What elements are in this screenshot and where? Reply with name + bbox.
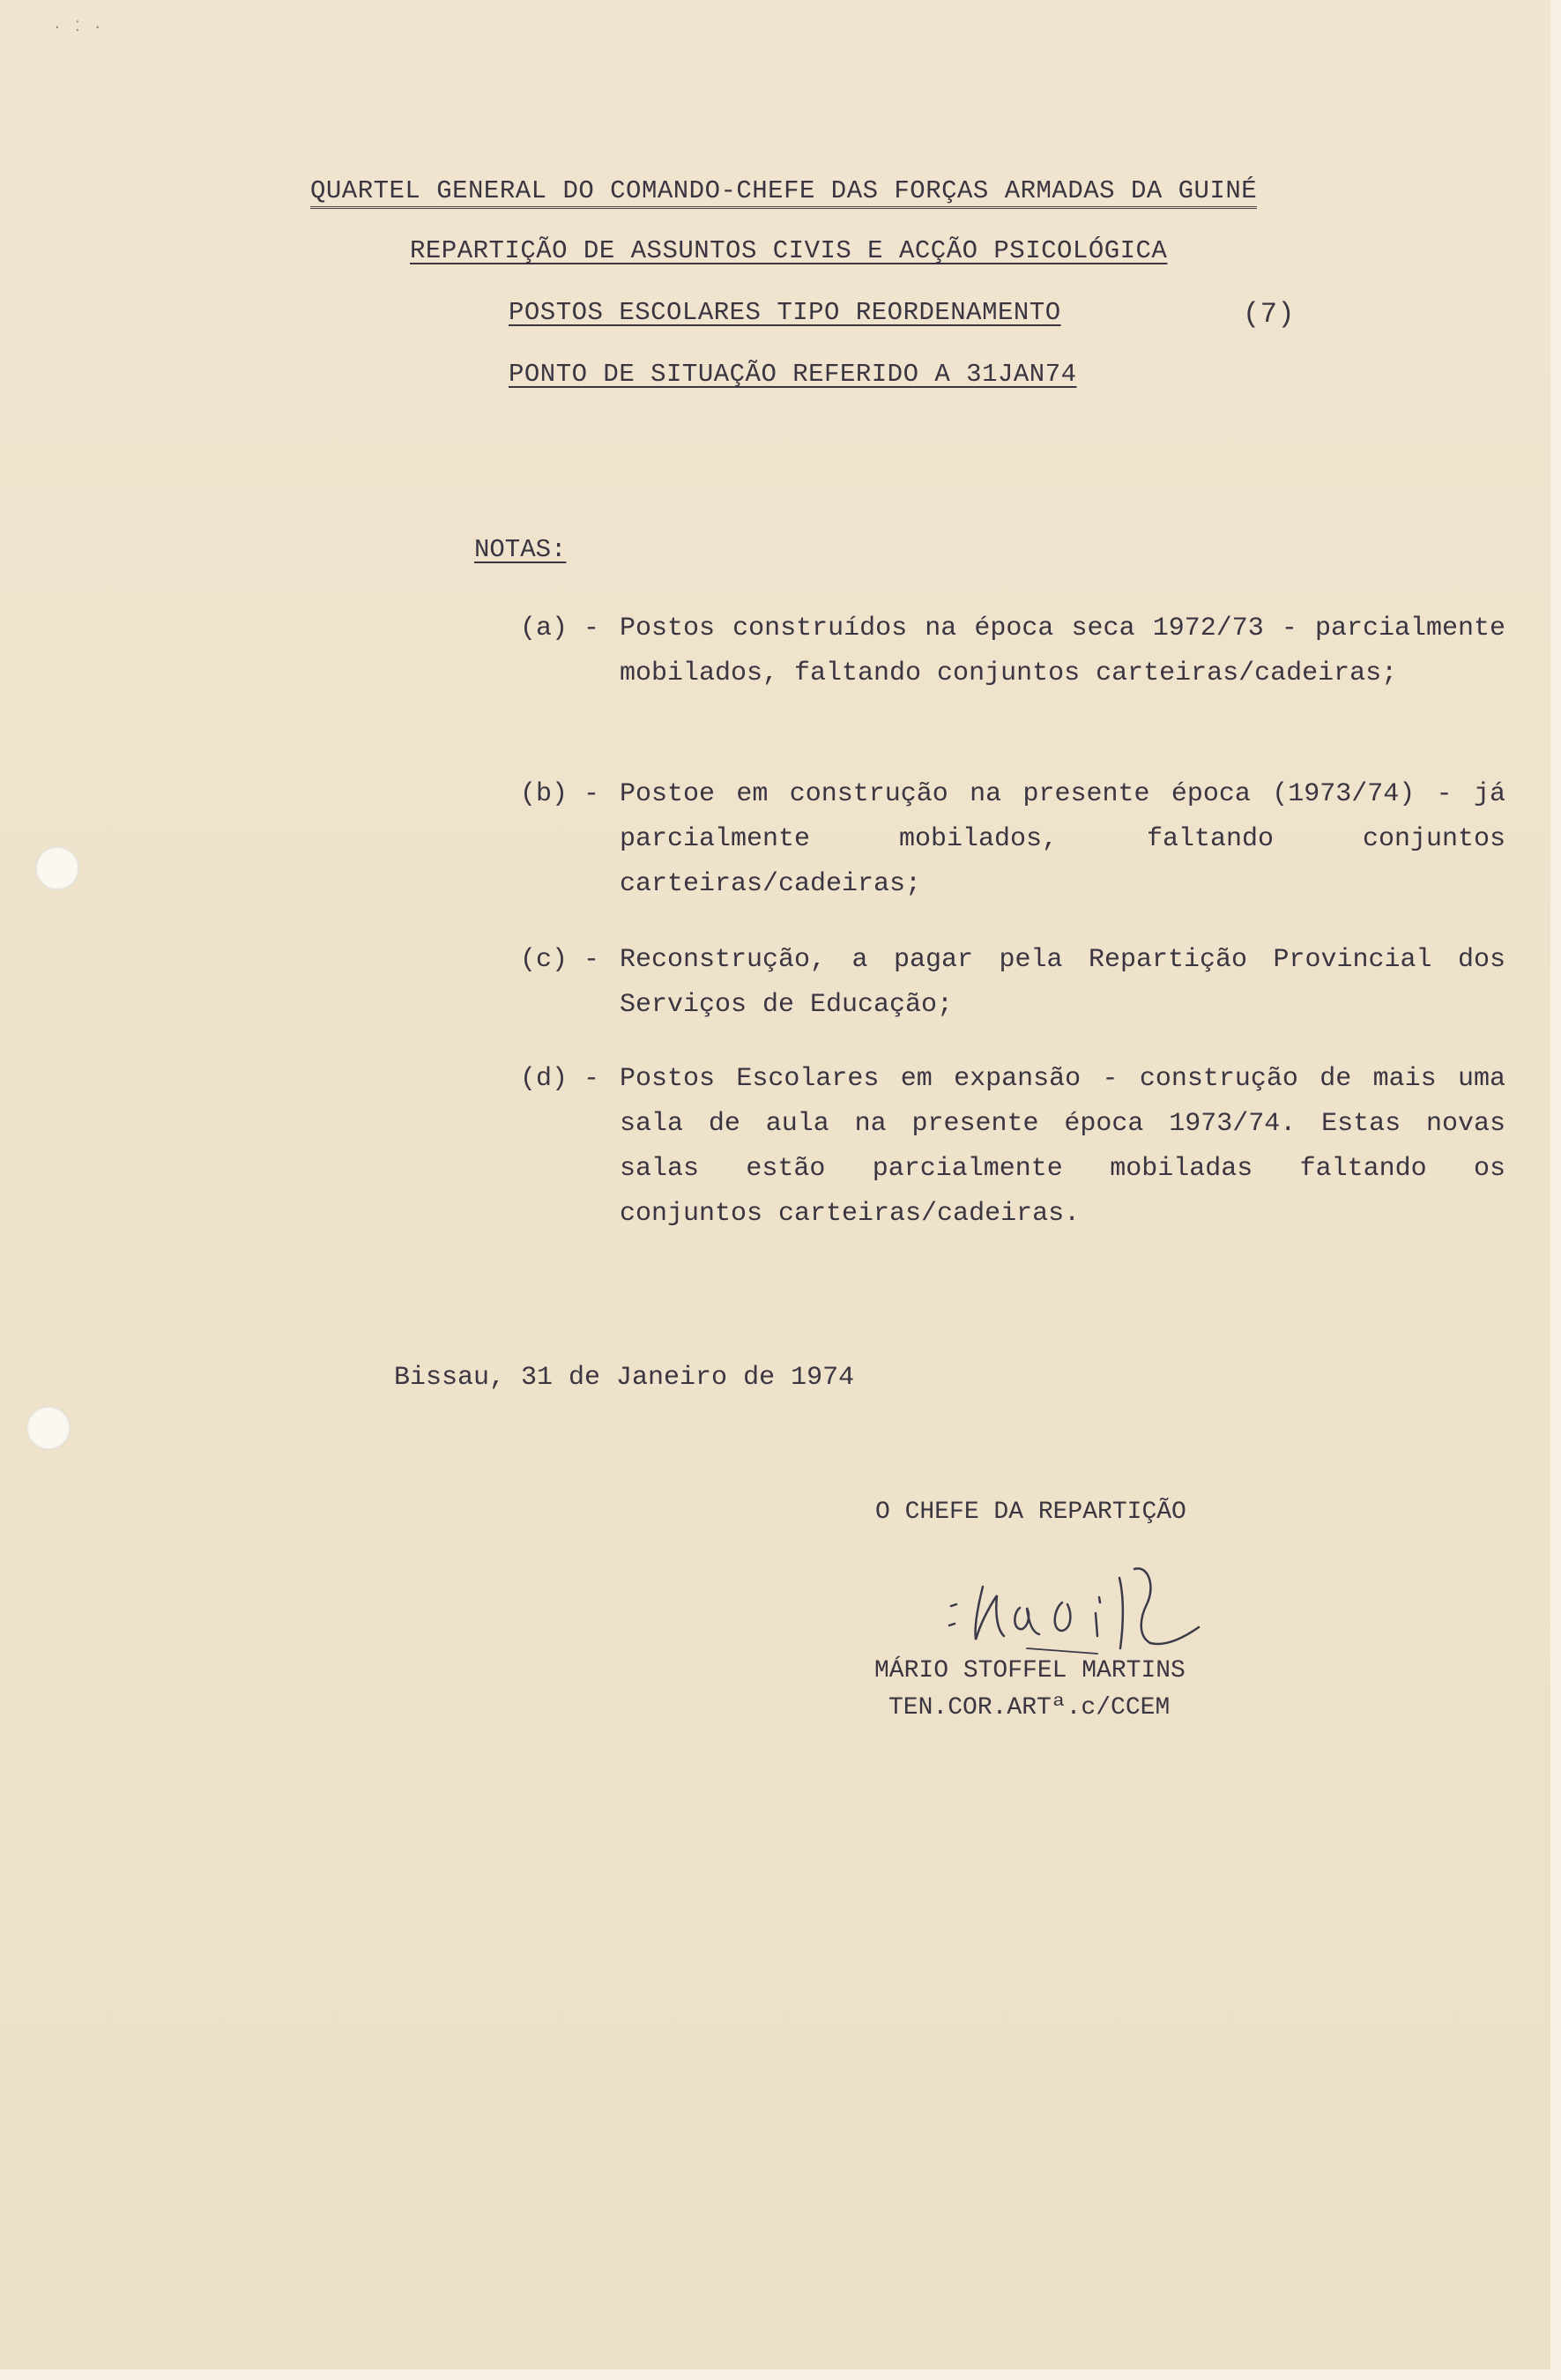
note-text: Reconstrução, a pagar pela Repartição Provincial dos Serviços de Educação;	[620, 945, 1505, 1020]
punch-hole	[35, 846, 79, 890]
note-dash: -	[584, 614, 600, 643]
signer-rank: TEN.COR.ARTª.c/CCEM	[888, 1694, 1171, 1722]
note-text: Postos construídos na época seca 1972/73 - parcialmente mobilados, faltando conjuntos carteiras/cadeiras;	[620, 614, 1505, 688]
note-label: (a)	[520, 614, 569, 643]
punch-hole	[26, 1406, 71, 1450]
header-command-title: QUARTEL GENERAL DO COMANDO-CHEFE DAS FORÇAS ARMADAS DA GUINÉ	[310, 176, 1257, 209]
document-date: Bissau, 31 de Janeiro de 1974	[394, 1363, 855, 1393]
paper-specks: · ⁚ ·	[53, 19, 105, 35]
note-text: Postoe em construção na presente época (1973/74) - já parcialmente mobilados, faltando conjuntos carteiras/cadeiras;	[620, 779, 1505, 899]
handwritten-signature	[939, 1551, 1230, 1657]
header-status-date: PONTO DE SITUAÇÃO REFERIDO A 31JAN74	[509, 360, 1077, 389]
header-subject: POSTOS ESCOLARES TIPO REORDENAMENTO	[509, 298, 1061, 327]
note-dash: -	[584, 1064, 600, 1094]
note-dash: -	[584, 779, 600, 809]
notes-heading: NOTAS:	[474, 535, 567, 564]
chief-title: O CHEFE DA REPARTIÇÃO	[875, 1499, 1186, 1526]
note-label: (c)	[520, 945, 569, 975]
note-dash: -	[584, 945, 600, 975]
paper-edge	[0, 2369, 1561, 2380]
signer-name: MÁRIO STOFFEL MARTINS	[874, 1657, 1186, 1685]
note-label: (b)	[520, 779, 569, 809]
paper-edge	[1550, 0, 1561, 2380]
page-number: (7)	[1243, 298, 1296, 331]
note-label: (d)	[520, 1064, 569, 1094]
note-text: Postos Escolares em expansão - construção de mais uma sala de aula na presente época 1973/74. Estas novas salas estão parcialmente mobiladas faltando os conjuntos carteiras/cadeiras.	[620, 1064, 1505, 1229]
header-department: REPARTIÇÃO DE ASSUNTOS CIVIS E ACÇÃO PSICOLÓGICA	[410, 236, 1168, 265]
